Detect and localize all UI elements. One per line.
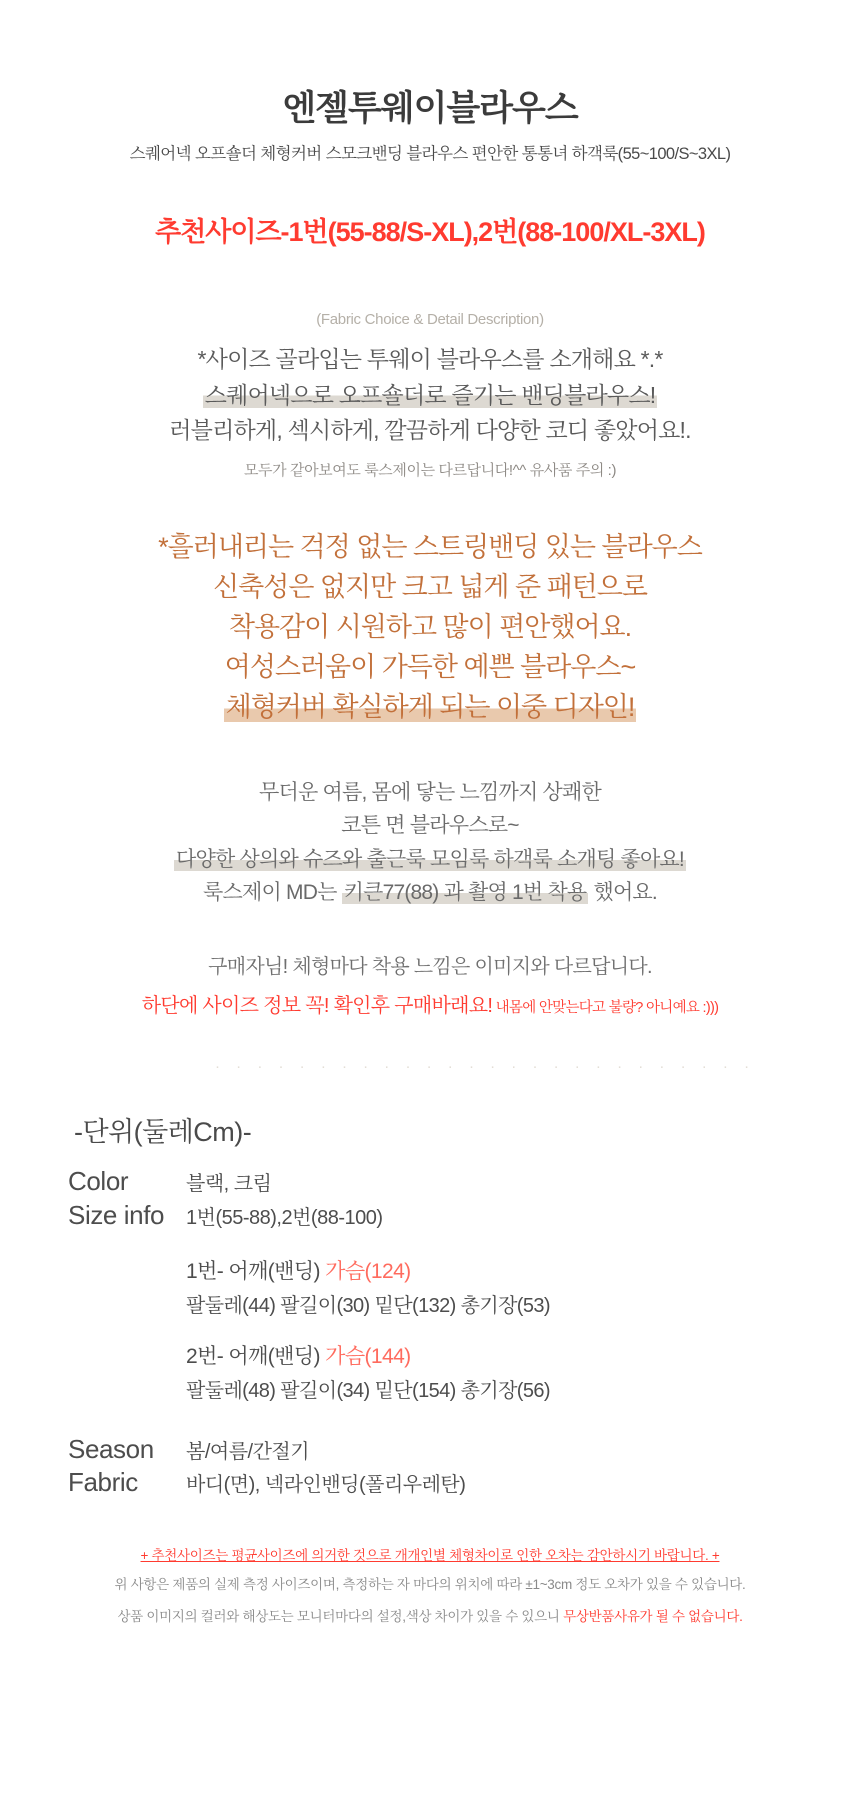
measurement-head-1-prefix: 1번- 어깨(밴딩) [186,1259,326,1283]
emphasis-line-3: 착용감이 시원하고 많이 편안했어요. [228,611,632,642]
description-line-2 [0,378,860,414]
spec-label-season: Season [68,1433,154,1464]
spec-value-size-info: 1번(55-88),2번(88-100) [186,1206,383,1229]
purchase-notice [0,950,860,1018]
unit-title: -단위(둘레Cm)- [74,1117,252,1148]
measurement-group-2 [186,1340,860,1403]
footer-line-2-prefix: 상품 이미지의 컬러와 해상도는 모니터마다의 설정,색상 차이가 있을 수 있으니 [117,1608,564,1624]
measurement-head-1-chest: 가슴(124) [325,1259,411,1283]
emphasis-line-5 [0,688,860,728]
spec-value-fabric: 바디(면), 넥라인밴딩(폴리우레탄) [186,1474,466,1497]
midblock-line-3-text: 다양한 상의와 슈즈와 출근룩 모임룩 하객룩 소개팅 좋아요! [176,847,684,871]
midblock-line-4-prefix: 룩스제이 MD는 [203,881,342,905]
notice-red-text [0,989,860,1018]
fabric-choice-note: (Fabric Choice & Detail Description) [316,311,544,328]
size-spec-table-top [68,1165,768,1233]
notice-red-small: 내몸에 안맞는다고 불량? 아니예요 :))) [492,1000,719,1017]
description-line-2-text: 스퀘어넥으로 오프숄더로 즐기는 밴딩블라우스! [204,381,656,408]
spec-label-color: Color [68,1166,129,1197]
emphasis-line-5-text: 체형커버 확실하게 되는 이중 디자인! [225,691,635,722]
spec-row-season [68,1433,768,1467]
emphasis-line-4: 여성스러움이 가득한 예쁜 블라우스~ [224,651,636,682]
spec-label-fabric: Fabric [68,1467,138,1498]
recommended-size-text: 추천사이즈-1번(55-88/S-XL),2번(88-100/XL-3XL) [155,217,705,247]
description-line-4: 모두가 같아보여도 룩스제이는 다르답니다!^^ 유사품 주의 :) [243,461,617,479]
product-subtitle: 스퀘어넥 오프숄더 체형커버 스모크밴딩 블라우스 편안한 통통녀 하객룩(55~100/S~3XL) [129,145,731,163]
measurement-sub-2: 팔둘레(48) 팔길이(34) 밑단(154) 총기장(56) [186,1379,550,1402]
spec-label-size-info: Size info [68,1199,165,1230]
dotted-divider: · · · · · · · · · · · · · · · · · · · · · · · · · · [215,1058,756,1076]
measurement-head-1 [186,1255,860,1285]
footer-line-1: 위 사항은 제품의 실제 측정 사이즈이며, 측정하는 자 마다의 위치에 따라 ±1~3cm 정도 오차가 있을 수 있습니다. [114,1577,746,1593]
footer-line-2 [0,1606,860,1628]
notice-gray-text: 구매자님! 체형마다 착용 느낌은 이미지와 다르답니다. [208,956,652,979]
emphasis-line-1: *흘러내리는 걱정 없는 스트링밴딩 있는 블라우스 [158,531,702,562]
emphasis-block [0,528,860,728]
measurement-sub-1: 팔둘레(44) 팔길이(30) 밑단(132) 총기장(53) [186,1294,550,1317]
measurement-head-2 [186,1340,860,1370]
spec-value-season: 봄/여름/간절기 [186,1440,310,1463]
product-header [0,0,860,164]
midblock-line-4 [0,876,860,910]
spec-row-size-info [68,1199,768,1233]
footer-disclaimer [0,1544,860,1657]
notice-red-main: 하단에 사이즈 정보 꼭! 확인후 구매바래요! [141,995,493,1018]
midblock [0,776,860,910]
description-block [0,342,860,480]
measurement-group-1 [186,1255,860,1318]
measurement-head-2-chest: 가슴(144) [325,1344,411,1368]
midblock-line-4-suffix: 했어요. [588,881,657,905]
measurement-head-2-prefix: 2번- 어깨(밴딩) [186,1344,326,1368]
size-spec-table-bottom [68,1433,768,1501]
spec-row-fabric [68,1466,768,1500]
midblock-line-3 [0,843,860,877]
spec-value-color: 블랙, 크림 [186,1173,272,1196]
footer-top-note: + 추천사이즈는 평균사이즈에 의거한 것으로 개개인별 체형차이로 인한 오차는 감안하시기 바랍니다. + [140,1548,720,1564]
footer-line-2-red: 무상반품사유가 될 수 없습니다. [563,1608,743,1624]
spec-row-color [68,1165,768,1199]
description-line-3: 러블리하게, 섹시하게, 깔끔하게 다양한 코디 좋았어요!. [169,417,691,444]
page-title: 엔젤투웨이블라우스 [282,89,578,128]
midblock-line-4-highlight: 키큰77(88) 과 촬영 1번 착용 [343,881,587,905]
midblock-line-1: 무더운 여름, 몸에 닿는 느낌까지 상쾌한 [259,780,601,804]
description-line-1: *사이즈 골라입는 투웨이 블라우스를 소개해요 *.* [197,346,663,372]
midblock-line-2: 코튼 면 블라우스로~ [341,814,519,838]
emphasis-line-2: 신축성은 없지만 크고 넓게 준 패턴으로 [213,571,647,602]
